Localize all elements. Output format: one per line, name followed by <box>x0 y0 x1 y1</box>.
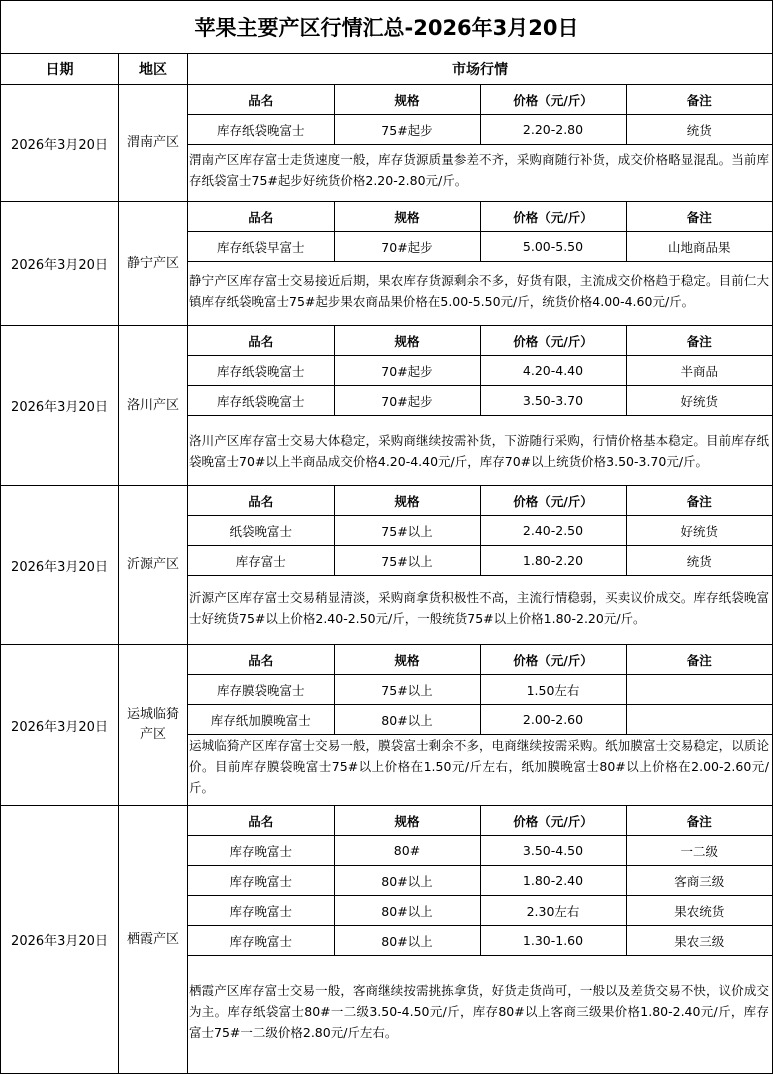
col-name: 品名 <box>188 202 334 232</box>
col-price: 价格（元/斤） <box>480 202 626 232</box>
block-region: 运城临猗产区 <box>119 645 188 805</box>
table-row <box>188 926 772 956</box>
price-table <box>188 202 772 262</box>
region-block-yuncheng-linyi <box>1 645 772 806</box>
cell-name: 库存纸加膜晚富士 <box>188 705 334 735</box>
block-date: 2026年3月20日 <box>1 645 119 805</box>
cell-price: 1.30-1.60 <box>480 926 626 956</box>
cell-price: 1.50左右 <box>480 675 626 705</box>
table-row <box>188 896 772 926</box>
table-header-row <box>188 202 772 232</box>
col-name: 品名 <box>188 326 334 356</box>
block-region: 静宁产区 <box>119 202 188 325</box>
cell-name: 库存晚富士 <box>188 836 334 866</box>
table-row <box>188 675 772 705</box>
cell-price: 2.40-2.50 <box>480 516 626 546</box>
cell-price: 2.20-2.80 <box>480 115 626 145</box>
region-block-yiyuan <box>1 486 772 645</box>
price-table <box>188 326 772 416</box>
col-remark: 备注 <box>626 806 772 836</box>
market-note: 沂源产区库存富士交易稍显清淡，采购商拿货积极性不高，主流行情稳弱，买卖议价成交。库存纸袋晚富士好统货75#以上价格2.40-2.50元/斤，一般统货75#以上价格1.80-2.20元/斤。 <box>189 590 769 626</box>
table-header-row <box>188 806 772 836</box>
cell-remark <box>626 675 772 705</box>
cell-name: 纸袋晚富士 <box>188 516 334 546</box>
cell-name: 库存纸袋早富士 <box>188 232 334 262</box>
col-spec: 规格 <box>334 326 480 356</box>
cell-name: 库存纸袋晚富士 <box>188 356 334 386</box>
price-table <box>188 806 772 956</box>
cell-spec: 80#以上 <box>334 926 480 956</box>
table-header-row <box>188 645 772 675</box>
col-spec: 规格 <box>334 202 480 232</box>
cell-remark: 客商三级 <box>626 866 772 896</box>
col-remark: 备注 <box>626 202 772 232</box>
table-row <box>188 546 772 576</box>
cell-spec: 75#起步 <box>334 115 480 145</box>
col-name: 品名 <box>188 85 334 115</box>
block-region: 洛川产区 <box>119 326 188 485</box>
block-date: 2026年3月20日 <box>1 486 119 644</box>
cell-remark: 果农统货 <box>626 896 772 926</box>
cell-spec: 70#起步 <box>334 386 480 416</box>
cell-name: 库存纸袋晚富士 <box>188 386 334 416</box>
cell-remark: 好统货 <box>626 516 772 546</box>
block-date: 2026年3月20日 <box>1 85 119 201</box>
col-remark: 备注 <box>626 486 772 516</box>
cell-spec: 80#以上 <box>334 866 480 896</box>
cell-name: 库存晚富士 <box>188 926 334 956</box>
header-market: 市场行情 <box>188 53 772 85</box>
cell-spec: 75#以上 <box>334 675 480 705</box>
price-table <box>188 85 772 145</box>
cell-price: 2.00-2.60 <box>480 705 626 735</box>
header-region: 地区 <box>119 53 188 85</box>
cell-price: 5.00-5.50 <box>480 232 626 262</box>
cell-remark <box>626 705 772 735</box>
cell-spec: 70#起步 <box>334 356 480 386</box>
cell-spec: 80# <box>334 836 480 866</box>
cell-spec: 80#以上 <box>334 705 480 735</box>
table-header-row <box>188 85 772 115</box>
col-spec: 规格 <box>334 85 480 115</box>
cell-price: 1.80-2.40 <box>480 866 626 896</box>
col-remark: 备注 <box>626 645 772 675</box>
col-name: 品名 <box>188 645 334 675</box>
col-name: 品名 <box>188 806 334 836</box>
cell-spec: 75#以上 <box>334 516 480 546</box>
col-spec: 规格 <box>334 806 480 836</box>
table-row <box>188 705 772 735</box>
region-block-jingning <box>1 202 772 326</box>
col-remark: 备注 <box>626 85 772 115</box>
page-title: 苹果主要产区行情汇总-2026年3月20日 <box>1 1 772 54</box>
cell-name: 库存纸袋晚富士 <box>188 115 334 145</box>
market-note: 洛川产区库存富士交易大体稳定，采购商继续按需补货，下游随行采购，行情价格基本稳定。目前库存纸袋晚富士70#以上半商品成交价格4.20-4.40元/斤，库存70#以上统货价格3.50-3.70元/斤。 <box>189 433 769 469</box>
col-price: 价格（元/斤） <box>480 806 626 836</box>
block-region: 渭南产区 <box>119 85 188 201</box>
cell-remark: 果农三级 <box>626 926 772 956</box>
block-date: 2026年3月20日 <box>1 806 119 1073</box>
table-row <box>188 232 772 262</box>
col-spec: 规格 <box>334 486 480 516</box>
table-row <box>188 356 772 386</box>
region-block-luochuan <box>1 326 772 486</box>
market-note: 栖霞产区库存富士交易一般，客商继续按需挑拣拿货，好货走货尚可，一般以及差货交易不快，议价成交为主。库存纸袋富士80#一二级3.50-4.50元/斤，库存80#以上客商三级果价格1.80-2.40元/斤，库存富士75#一二级价格2.80元/斤左右。 <box>189 983 769 1040</box>
header-date: 日期 <box>1 53 119 85</box>
cell-remark: 一二级 <box>626 836 772 866</box>
market-note: 静宁产区库存富士交易接近后期，果农库存货源剩余不多，好货有限，主流成交价格趋于稳定。目前仁大镇库存纸袋晚富士75#起步果农商品果价格在5.00-5.50元/斤，统货价格4.00-4.60元/斤。 <box>189 273 769 309</box>
price-table <box>188 486 772 576</box>
table-row <box>188 836 772 866</box>
col-remark: 备注 <box>626 326 772 356</box>
cell-name: 库存晚富士 <box>188 896 334 926</box>
cell-remark: 半商品 <box>626 356 772 386</box>
table-row <box>188 115 772 145</box>
cell-name: 库存膜袋晚富士 <box>188 675 334 705</box>
col-price: 价格（元/斤） <box>480 85 626 115</box>
col-spec: 规格 <box>334 645 480 675</box>
cell-spec: 80#以上 <box>334 896 480 926</box>
block-region: 沂源产区 <box>119 486 188 644</box>
cell-price: 2.30左右 <box>480 896 626 926</box>
table-header-row <box>188 486 772 516</box>
cell-remark: 山地商品果 <box>626 232 772 262</box>
col-name: 品名 <box>188 486 334 516</box>
cell-remark: 统货 <box>626 115 772 145</box>
col-price: 价格（元/斤） <box>480 486 626 516</box>
cell-name: 库存富士 <box>188 546 334 576</box>
table-row <box>188 516 772 546</box>
cell-spec: 75#以上 <box>334 546 480 576</box>
cell-name: 库存晚富士 <box>188 866 334 896</box>
cell-remark: 好统货 <box>626 386 772 416</box>
region-block-qixia <box>1 806 772 1073</box>
cell-price: 3.50-3.70 <box>480 386 626 416</box>
price-table <box>188 645 772 735</box>
cell-spec: 70#起步 <box>334 232 480 262</box>
col-price: 价格（元/斤） <box>480 645 626 675</box>
market-note: 渭南产区库存富士走货速度一般，库存货源质量参差不齐，采购商随行补货，成交价格略显混乱。当前库存纸袋富士75#起步好统货价格2.20-2.80元/斤。 <box>189 152 769 188</box>
cell-price: 3.50-4.50 <box>480 836 626 866</box>
block-date: 2026年3月20日 <box>1 326 119 485</box>
block-date: 2026年3月20日 <box>1 202 119 325</box>
block-region: 栖霞产区 <box>119 806 188 1073</box>
cell-price: 4.20-4.40 <box>480 356 626 386</box>
market-note: 运城临猗产区库存富士交易一般，膜袋富士剩余不多，电商继续按需采购。纸加膜富士交易稳定，以质论价。目前库存膜袋晚富士75#以上价格在1.50元/斤左右，纸加膜晚富士80#以上价格在2.00-2.60元/斤。 <box>189 738 769 795</box>
cell-price: 1.80-2.20 <box>480 546 626 576</box>
col-price: 价格（元/斤） <box>480 326 626 356</box>
table-header-row <box>188 326 772 356</box>
table-row <box>188 866 772 896</box>
table-row <box>188 386 772 416</box>
region-block-weinan <box>1 85 772 202</box>
cell-remark: 统货 <box>626 546 772 576</box>
